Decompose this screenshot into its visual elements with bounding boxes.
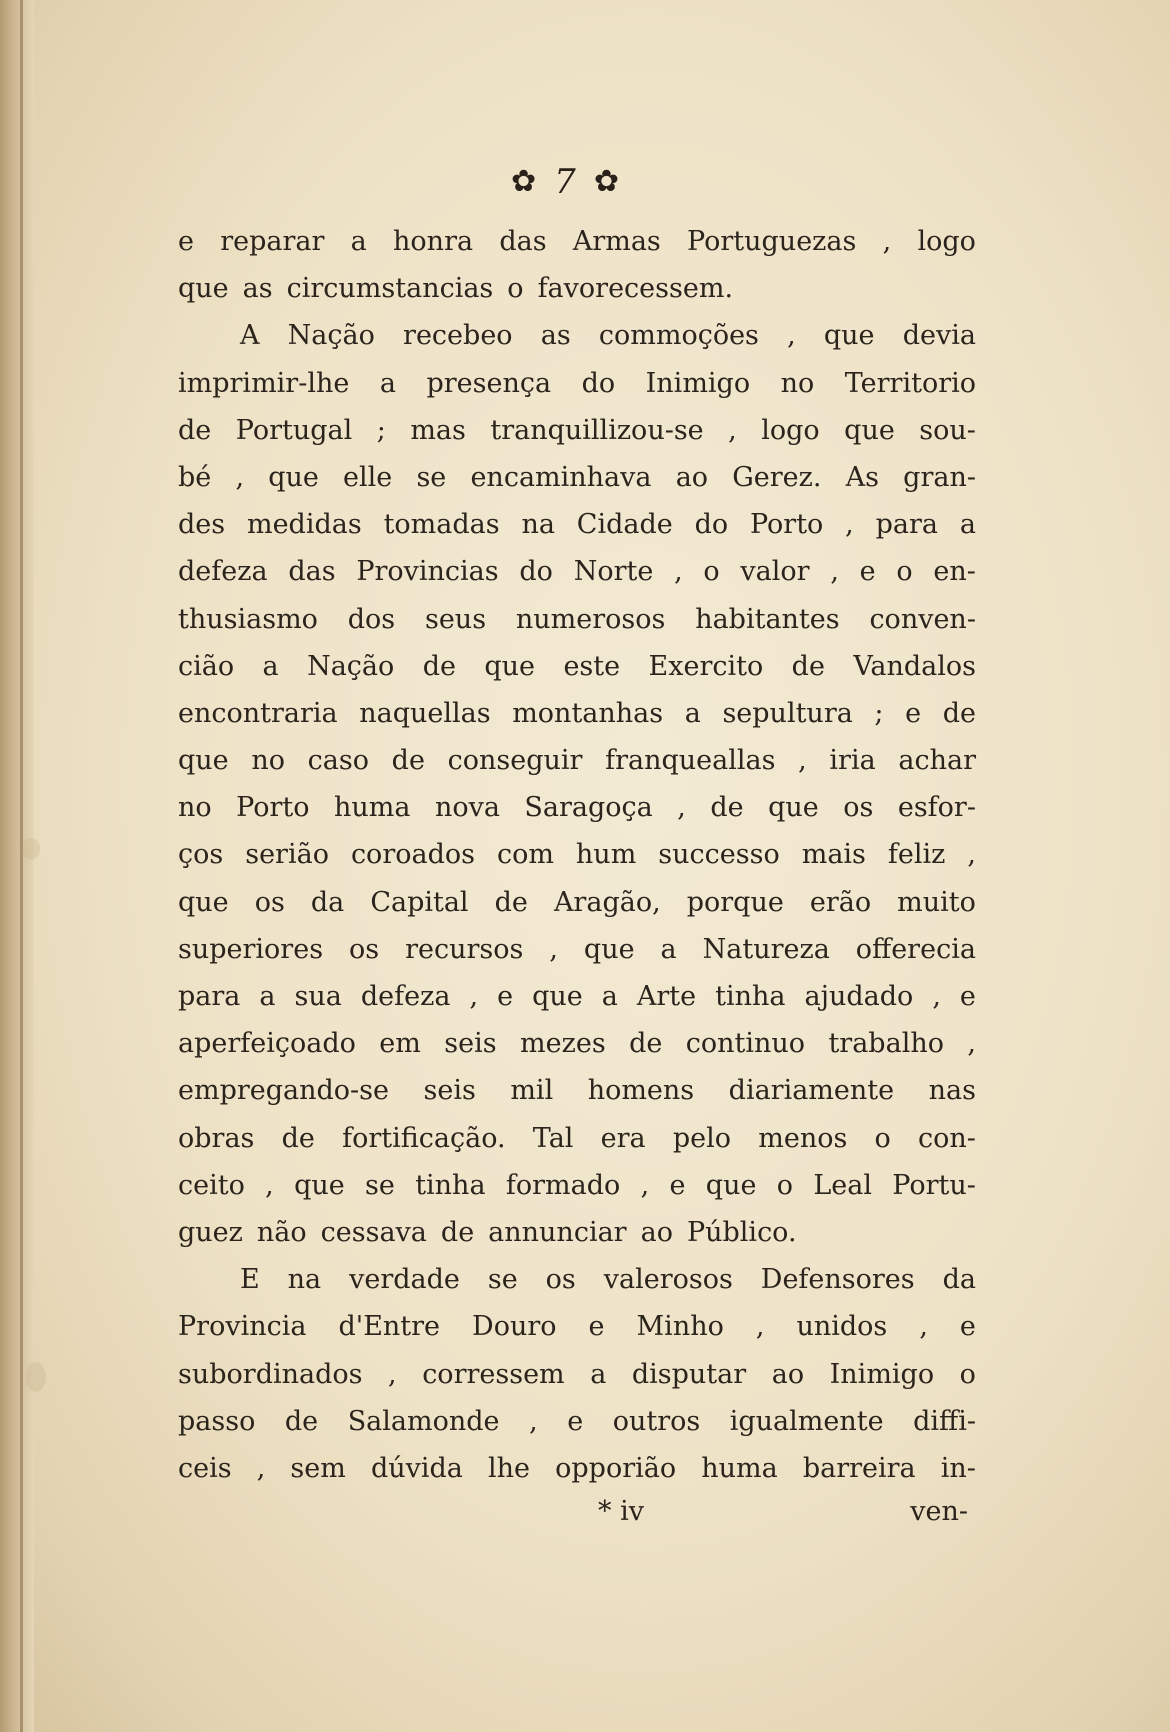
text-line [178,1162,976,1209]
word: , [256,1452,266,1484]
word: , [967,1028,976,1060]
word: Minho [636,1311,724,1343]
word: aperfeiçoado [178,1028,356,1060]
word: nova [434,792,500,824]
word: se [365,1169,395,1201]
word: encaminhava [470,461,652,493]
word: porque [686,886,784,918]
word: igualmente [729,1405,884,1437]
word: Público. [686,1216,797,1248]
word: no [251,745,285,777]
word: Douro [472,1311,557,1343]
word: des [178,509,226,541]
word: Nação [307,650,395,682]
word: cessava [320,1216,427,1248]
word: Defensores [760,1264,915,1296]
ornament-right-icon: ✿ [593,164,619,199]
word: Tal [532,1122,574,1154]
word: continuo [685,1028,806,1060]
word: , [919,1311,928,1343]
word: este [563,650,621,682]
word: , [677,792,686,824]
word: huma [333,792,411,824]
word: para [178,981,241,1012]
word: en- [933,556,976,588]
word: e [959,1311,976,1343]
word: na [287,1264,322,1296]
word: diariamente [728,1075,895,1107]
paper-stain [22,838,40,860]
word: e [178,226,194,257]
word: e [497,981,514,1012]
word: valor [740,556,810,588]
word: tinha [715,981,786,1012]
word: Vandalos [853,650,976,682]
word: para [875,509,938,541]
binding-edge [20,0,23,1732]
word: Provincia [178,1311,307,1343]
word: lhe [488,1452,531,1484]
word: as [242,273,273,305]
word: esfor- [897,792,976,824]
text-line [178,1209,976,1256]
word: os [349,933,380,965]
word: o [507,273,524,305]
word: , [529,1405,538,1437]
word: das [499,226,547,257]
word: que [532,981,583,1012]
word: encontraria [178,697,338,729]
word: franqueallas [605,745,776,777]
word: Aragão, [553,886,661,918]
word: iria [829,745,876,777]
word: era [600,1122,646,1154]
word: Capital [370,886,469,918]
word: corressem [422,1358,565,1390]
word: Cidade [576,509,673,541]
word: empregando-se [178,1075,390,1107]
word: que [294,1169,345,1201]
text-line [178,548,976,595]
word: sem [290,1452,346,1484]
word: mezes [520,1028,606,1060]
word: reparar [220,226,325,257]
word: barreira [802,1452,916,1484]
word: achar [898,745,976,777]
word: mil [510,1075,554,1107]
word: numerosos [515,603,666,635]
word: tinha [415,1169,486,1201]
word: diffi- [913,1405,976,1437]
word: outros [612,1405,701,1437]
word: que [768,792,819,824]
word: Gerez. [732,461,822,493]
word: Portu- [892,1169,976,1201]
word: que [583,933,635,965]
word: , [674,556,683,588]
word: de [710,792,744,824]
word: ao [771,1358,805,1390]
word: em [379,1028,421,1060]
body-text [178,218,976,1492]
word: das [288,556,336,588]
text-line [178,926,976,973]
word: superiores [178,933,324,965]
word: A [240,320,260,352]
word: obras [178,1122,255,1154]
word: annunciar [488,1216,627,1248]
text-line [178,737,976,784]
word: successo [658,839,780,871]
text-line [178,1256,976,1303]
word: circumstancias [286,273,494,305]
word: do [694,509,729,541]
word: conseguir [447,745,583,777]
word: con- [918,1122,976,1154]
word: a [590,1358,607,1390]
word: dúvida [370,1452,463,1484]
text-line [178,218,976,265]
word: , [755,1311,765,1343]
word: a [660,933,677,965]
word: Armas [572,226,661,257]
word: dos [347,603,396,635]
page-header [480,158,650,206]
word: se [416,461,447,493]
word: a [959,509,976,541]
word: , [798,745,807,777]
ornament-left-icon: ✿ [511,164,537,199]
word: Portuguezas [687,226,857,257]
word: seis [444,1028,497,1060]
word: e [588,1311,605,1343]
word: in- [940,1452,976,1484]
word: Provincias [356,556,499,588]
text-line [178,1020,976,1067]
word: a [684,697,701,729]
word: , [967,839,976,871]
word: d'Entre [338,1311,441,1343]
word: mais [801,839,866,871]
text-line [178,1067,976,1114]
word: guez [178,1216,243,1248]
word: naquellas [359,697,491,729]
word: cião [178,650,235,682]
word: medidas [246,509,362,541]
word: a [262,650,279,682]
text-line [178,265,976,312]
word: que [844,414,895,446]
word: , [549,933,558,965]
word: honra [393,226,474,257]
word: Territorio [844,367,976,399]
word: e [959,981,976,1012]
word: ajudado [804,981,914,1012]
page-footer [178,1496,976,1536]
text-line [178,596,976,643]
word: , [235,461,245,493]
word: offerecia [855,933,976,965]
word: recebeo [403,320,513,352]
word: presença [426,367,552,399]
word: sua [294,981,342,1012]
word: pelo [672,1122,732,1154]
word: homens [587,1075,695,1107]
word: unidos [796,1311,888,1343]
word: que [823,320,875,352]
word: recursos [405,933,524,965]
word: commoções [598,320,759,352]
word: o [896,556,913,588]
word: montanhas [512,697,664,729]
text-line [178,407,976,454]
word: a [601,981,618,1012]
word: que [178,886,229,918]
word: e [905,697,922,729]
word: o [874,1122,891,1154]
word: Arte [636,981,697,1012]
word: ços [178,839,224,871]
word: Portugal [235,414,353,446]
word: com [496,839,554,871]
word: do [581,367,616,399]
word: , [830,556,839,588]
word: a [259,981,276,1012]
word: seis [423,1075,476,1107]
word: da [310,886,345,918]
word: subordinados [178,1358,363,1390]
word: de [494,886,528,918]
word: erão [809,886,872,918]
text-line [178,1303,976,1350]
word: os [545,1264,576,1296]
word: o [703,556,720,588]
word: ceis [178,1452,232,1484]
word: Inimigo [829,1358,935,1390]
word: muito [897,886,976,918]
text-line [178,454,976,501]
word: de [281,1122,315,1154]
text-line [178,784,976,831]
word: do [519,556,553,588]
word: coroados [350,839,475,871]
word: ; [376,414,386,446]
word: hum [575,839,637,871]
word: , [787,320,796,352]
paper-stain [26,1362,46,1392]
word: disputar [631,1358,747,1390]
word: feliz [887,839,946,871]
word: de [629,1028,663,1060]
word: , [728,414,737,446]
word: Nação [287,320,375,352]
page-number: 7 [554,162,576,202]
word: de [178,414,212,446]
text-line [178,1398,976,1445]
word: Norte [573,556,654,588]
text-line [178,690,976,737]
text-line [178,1351,976,1398]
word: verdade [349,1264,460,1296]
word: a [350,226,367,257]
word: a [379,367,396,399]
word: não [256,1216,307,1248]
word: , [932,981,941,1012]
word: de [440,1216,475,1248]
word: as [540,320,571,352]
word: que [484,650,536,682]
word: Saragoça [524,792,653,824]
word: Natureza [702,933,830,965]
word: trabalho [828,1028,944,1060]
page-gutter [0,0,34,1732]
word: Porto [236,792,310,824]
word: no [780,367,815,399]
word: da [942,1264,976,1296]
word: seus [424,603,487,635]
word: que [268,461,319,493]
word: que [178,745,229,777]
word: As [845,461,879,493]
word: bé [178,461,212,493]
word: conven- [869,603,976,635]
word: , [469,981,479,1012]
word: e [859,556,876,588]
text-line [178,360,976,407]
word: nas [928,1075,976,1107]
word: devia [902,320,976,352]
word: ao [640,1216,673,1248]
word: os [254,886,285,918]
word: na [521,509,555,541]
text-line [178,312,976,359]
word: defeza [178,556,268,588]
word: o [959,1358,976,1390]
word: ; [874,697,884,729]
word: ceito [178,1169,245,1201]
word: , [640,1169,650,1201]
word: logo [761,414,820,446]
word: menos [758,1122,848,1154]
catchword: ven- [910,1496,968,1527]
word: que [705,1169,757,1201]
word: de [791,650,825,682]
word: caso [307,745,369,777]
word: , [882,226,892,257]
word: de [942,697,976,729]
word: gran- [903,461,976,493]
word: Salamonde [347,1405,500,1437]
text-line [178,831,976,878]
word: de [284,1405,319,1437]
word: de [391,745,425,777]
word: sou- [919,414,976,446]
text-line [178,1445,976,1492]
text-line [178,643,976,690]
signature-mark: * iv [598,1496,644,1527]
word: sepultura [722,697,853,729]
word: formado [505,1169,621,1201]
word: fortificação. [342,1122,506,1154]
text-line [178,501,976,548]
word: defeza [360,981,451,1012]
word: ao [675,461,709,493]
word: valerosos [603,1264,733,1296]
word: serião [245,839,329,871]
word: passo [178,1405,256,1437]
word: logo [917,226,976,257]
word: mas [410,414,466,446]
word: tranquillizou-se [490,414,704,446]
text-line [178,973,976,1020]
word: e [669,1169,686,1201]
word: no [178,792,212,824]
word: , [388,1358,397,1390]
word: , [265,1169,274,1201]
word: E [240,1264,260,1296]
word: imprimir-lhe [178,367,350,399]
word: e [567,1405,584,1437]
word: elle [343,461,393,493]
word: , [845,509,854,541]
word: os [843,792,874,824]
text-line [178,879,976,926]
word: opporião [555,1452,677,1484]
word: se [487,1264,518,1296]
text-line [178,1115,976,1162]
word: Inimigo [645,367,751,399]
word: Leal [813,1169,872,1201]
word: o [776,1169,794,1201]
word: huma [701,1452,778,1484]
word: de [422,650,456,682]
word: habitantes [695,603,840,635]
word: favorecessem. [537,273,734,305]
word: Porto [749,509,824,541]
word: tomadas [383,509,500,541]
word: Exercito [648,650,764,682]
word: thusiasmo [178,603,318,635]
word: que [178,273,229,305]
